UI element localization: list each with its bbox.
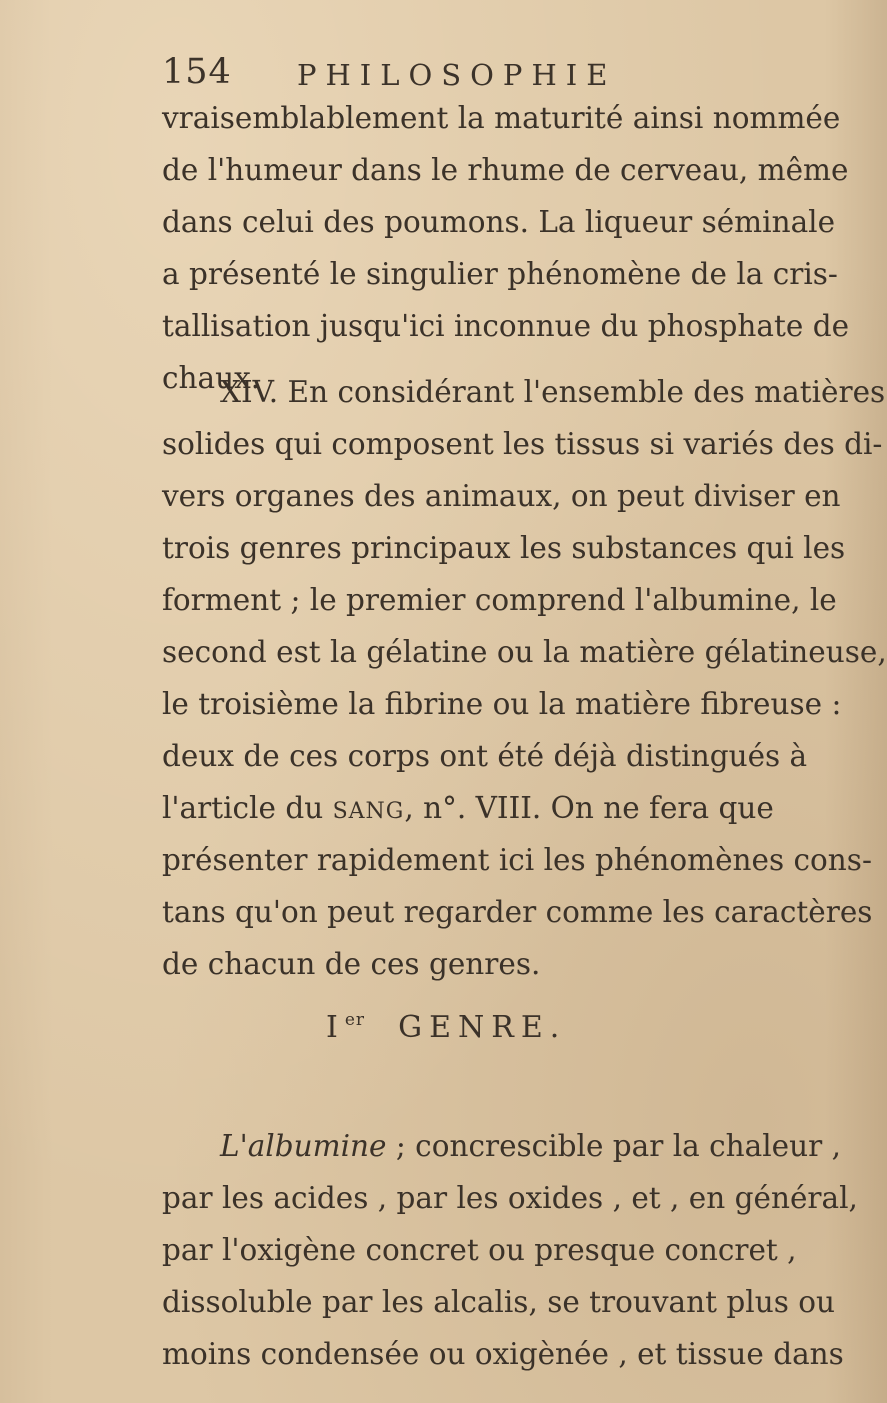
text-line: de chacun de ces genres. (162, 947, 541, 981)
text-line: tans qu'on peut regarder comme les caractères (162, 895, 873, 929)
text-line: moins condensée ou oxigènée , et tissue dans (162, 1337, 844, 1371)
text-line: présenter rapidement ici les phénomènes cons- (162, 843, 872, 877)
text-line: forment ; le premier comprend l'albumine, le (162, 583, 837, 617)
text-line: dissoluble par les alcalis, se trouvant plus ou (162, 1285, 835, 1319)
text-line: second est la gélatine ou la matière gélatineuse, (162, 635, 887, 669)
heading-title: GENRE. (398, 1010, 567, 1045)
text-line: a présenté le singulier phénomène de la cris- (162, 257, 838, 291)
italic-term: L'albumine (220, 1129, 387, 1163)
small-caps-term: SANG (332, 799, 405, 824)
text-line: vers organes des animaux, on peut diviser en (162, 479, 841, 513)
text-line: de l'humeur dans le rhume de cerveau, même (162, 153, 849, 187)
text-line: par les acides , par les oxides , et , en général, (162, 1181, 858, 1215)
page-number: 154 (162, 52, 232, 92)
running-title: PHILOSOPHIE (297, 58, 617, 92)
text-line (162, 1120, 841, 1172)
text-fragment: , n°. VIII. On ne fera que (404, 791, 774, 825)
heading-numeral: I (326, 1010, 345, 1045)
text-line: dans celui des poumons. La liqueur séminale (162, 205, 836, 239)
paragraph-albumine (162, 1120, 858, 1380)
paragraph-xiv (162, 366, 887, 990)
text-line: vraisemblablement la maturité ainsi nommée (162, 101, 841, 135)
text-line: tallisation jusqu'ici inconnue du phosphate de (162, 309, 850, 343)
heading-numeral-suffix: er (344, 1010, 366, 1030)
text-line: le troisième la fibrine ou la matière fibreuse : (162, 687, 842, 721)
text-line (162, 782, 782, 834)
section-heading (326, 1010, 566, 1045)
text-line: deux de ces corps ont été déjà distingués à (162, 739, 808, 773)
text-line: solides qui composent les tissus si variés des di- (162, 427, 883, 461)
text-line: par l'oxigène concret ou presque concret , (162, 1233, 797, 1267)
text-line: chaux. (162, 361, 261, 395)
paragraph-continuation (162, 92, 850, 404)
text-line: XIV. En considérant l'ensemble des matières (220, 375, 886, 409)
text-line: trois genres principaux les substances qui les (162, 531, 846, 565)
text-fragment: ; concrescible par la chaleur , (386, 1129, 841, 1163)
text-fragment: l'article du (162, 791, 333, 825)
